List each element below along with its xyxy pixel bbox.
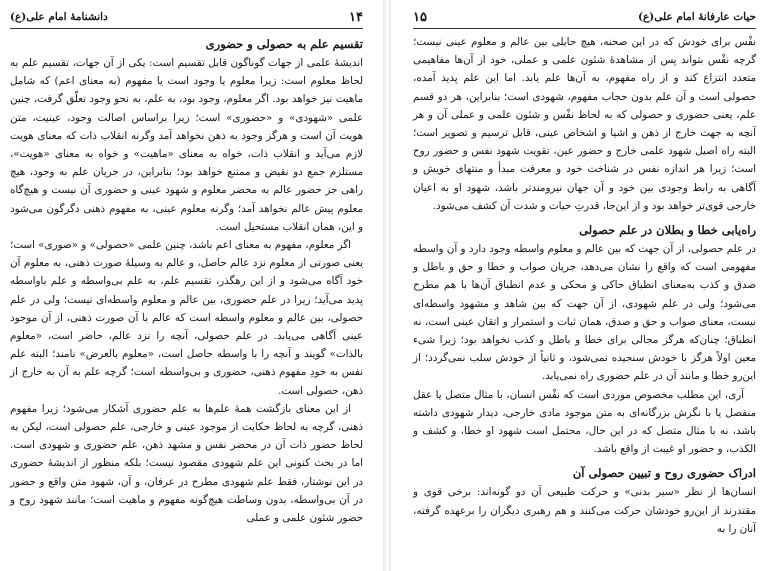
running-title: حیات عارفانهٔ امام علی(ع) xyxy=(638,11,756,23)
page-number: ۱۵ xyxy=(413,9,427,25)
section-title: تقسیم علم به حصولی و حضوری xyxy=(205,37,363,51)
running-title: دانشنامهٔ امام علی(ع) xyxy=(10,11,108,23)
right-page-header xyxy=(413,6,756,29)
left-page-header xyxy=(10,6,363,29)
left-page xyxy=(0,0,383,571)
page-number: ۱۴ xyxy=(349,9,363,25)
body-paragraph: آری، این مطلب مخصوص موردی است که نفْس انسان، با مثال متصل یا عقل منفصل یا با نگرش بزرگانه‌ای به متن موجود مادی خارجی، دیدار شهودی داشته باشد، نه با مثال متصل که در این حال، محتمل است شهود او خطا، و کشف و الکذب، و حضور او غیبت از واقع باشد. xyxy=(413,388,756,456)
right-page xyxy=(391,0,768,571)
body-paragraph: انسان‌ها از نظر «سیر بدنی» و حرکت طبیعی آن دو گونه‌اند: برخی قوی و مقتدرند از این‌رو خودشان حرکت می‌کنند و هم رهبری دیگران را برعهده گرفته، آنان را به xyxy=(413,486,756,535)
book-gutter xyxy=(383,0,391,571)
section-title: راه‌یابی خطا و بطلان در علم حصولی xyxy=(579,223,756,238)
body-paragraph: از این معنای بازگشت همهٔ علم‌ها به علم حضوری آشکار می‌شود؛ زیرا مفهوم ذهنی، گرچه به لحاظ حکایت از موجود عینی و خارجی، علم حصولی است، لیکن به لحاظ حضور ذات آن در محضر نفس و مشهد ذهن، علم حضوری و شهودی است. اما در بحث کنونی این علم شهودی مقصود نیست؛ بلکه منظور از اندیشهٔ حضوری در این نوشتار، فقط علم شهودی مطرح در عرفان، و آن، شهود متن واقع و حضور در آن بی‌واسطه، بدون وساطت هیچ‌گونه مفهوم و ماهیت است؛ مانند شهود روح و حضور شئون علمی و عملی xyxy=(10,402,363,525)
body-paragraph: اندیشهٔ علمی از جهات گوناگون قابل تقسیم است: یکی از آن جهات، تقسیم علم به لحاظ معلوم است: زیرا معلوم یا وجود است یا مفهوم (به معنای اعم) که شامل ماهیت نیز خواهد بود. اگر معلوم، وجود بود، به علم، به نحو وجود تعلّق گرفت، چنین علمی «شهودی» و «حضوری» است؛ زیرا براساس اصالت وجود، عینیت، متن هویت آن است و هرگز وجود به ذهن نخواهد آمد وگرنه انقلاب ذات که معنای هویت لازم می‌آید و انقلاب ذات، خواه به معنای «ماهیت» و خواه به معنای «هویت»، مستلزم جمع دو نقیض و ممتنع خواهد بود؛ بنابراین، در جریان علم به وجود، هیچ راهی جز حضور عالم به محضر معلوم و شهود عینی و حضوری آن نیست و هیچ‌گاه معلوم پیش عالم نخواهد آمد؛ وگرنه معلوم عینی، به مفهوم ذهنی دگرگون می‌شود و این، همان انقلاب مستحیل است. xyxy=(10,57,363,233)
body-paragraph: در علم حصولی، از آن جهت که بین عالم و معلوم واسطه وجود دارد و آن واسطه مفهومی است که واقع را نشان می‌دهد، جریان صواب و خطا و حق و باطل و صدق و کذب به‌معنای انطباق حاکی و محکی و عدم انطباق آن‌ها با هم مطرح می‌شود؛ ولی در علم شهودی، از آن جهت که بین شاهد و مشهود واسطه‌ای نیست، معنای صواب و حق و صدق، همان ثبات و استمرار و اتقان عینی است، نه انطباق؛ چنان‌که هرگز مجالی برای خطا و باطل و کذب نخواهد بود؛ زیرا شیء معین اولاً هرگز با خودش سنجیده نمی‌شود، و ثانیاً از خودش سلب نمی‌گردد؛ از این‌رو خطا و مانند آن در علم حضوری راه نمی‌یابد. xyxy=(413,243,756,383)
section-title: ادراک حضوری روح و تبیین حصولی آن xyxy=(572,466,756,481)
body-paragraph: اگر معلوم، مفهوم به معنای اعم باشد، چنین علمی «حصولی» و «صوری» است؛ یعنی صورتی از معلوم نزد عالم حاصل، و عالم به وسیلهٔ صورت ذهنی، به معلوم آن خود آگاه می‌شود و از این رهگذر، تقسیم علم، به علم بی‌واسطه و علم باواسطه پدید می‌آید؛ زیرا در علم حضوری، بین عالم و معلوم واسطه‌ای نیست؛ ولی در علم حصولی، بین عالم و معلوم واسطه است که عالم با آن صورت ذهنی، از آن موجود عینی آگاهی می‌یابد. در علم حصولی، آنچه را نزد عالم، حاضر است، «معلوم بالذات» گویند و آنچه را با واسطه حاصل است، «معلوم بالعرض» نامند؛ البته علم نفس به خودِ مفهوم ذهنی، حضوری و بی‌واسطه است؛ گرچه علم به آن به خارج از ذهن، حصولی است. xyxy=(10,239,363,397)
body-paragraph: نفْس برای خودش که در این صحنه، هیچ حایلی بین عالم و معلوم عینی نیست؛ گرچه نفْس بتواند پس از مشاهدهٔ شئون علمی و عملی، خود از آن‌ها مفاهیمی متعدد انتزاع کند و از راه مفهوم، به آن‌ها علم یابد. اما این علم پدید آمده، حصولی است و آن علم بدون حجاب مفهوم، شهودی است؛ بنابراین، هر دو قسم علم، یعنی حضوری و حصولی که به لحاظ نفْس و شئون علمی و عملی آن و هر آنچه به جهت خارج از ذهن و اشیا و اشخاص عینی، قابل ترسیم و تصویر است؛ البته راه اصیل شهود علمی خارج و حضور عین، تقویت شهود نفس و حضور روح است؛ زیرا هر اندازه نفس در شناخت خود و معرفت مبدأ و منتهای خویش و آگاهی به رابط وجودی بین خود و آن جهان نیرومندتر باشد، شهود او به اعیان خارجی قوی‌تر خواهد بود و از این‌جا، قدرتِ حیات و شدت آن کشف می‌شود. xyxy=(413,36,756,212)
